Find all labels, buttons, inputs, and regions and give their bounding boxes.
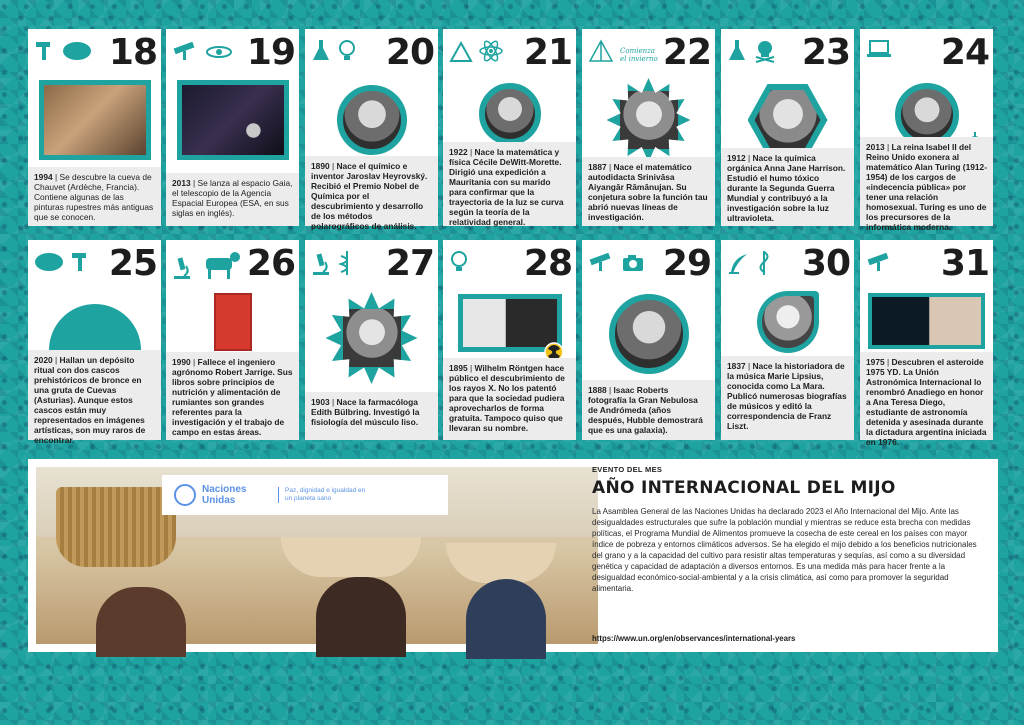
dewitt-morette-portrait	[479, 83, 541, 145]
caduceus-icon	[337, 250, 357, 276]
gaia-telescope-image	[177, 80, 289, 160]
event-year: 1895	[449, 363, 468, 373]
day-card-30	[721, 240, 854, 440]
event-body: La Asamblea General de las Naciones Unidas ha declarado 2023 el Año Internacional del Mijo. Ante las desigualdades estructurales que sufre la población mundial y mientras se reduce esta brecha con medidas políticas, el Programa Mundial de Alimentos promueve la cosecha de este cereal en los países con mayor índice de pobreza y entornos climáticos adversos. Se ha elegido el mijo debido a los beneficios nutricionales del grano y a la capacidad del cultivo para resistir altas temperaturas y sequías, así como a su diversidad genética y capacidad de adaptación a diversos entornos. Es una medida más para hacer frente a la desigualdad económico-social-ambiental y a la crisis climática, así como para promover la seguridad alimentaria.	[592, 507, 977, 593]
event-text: Descubren el asteroide 1975 YD. La Unión Astronómica Internacional lo renombró Anadiego en honor a Ana Teresa Diego, estudiante de astronomía detenida y asesinada durante la dictadura argentina iniciada en 1976.	[866, 357, 987, 447]
day-card-26	[166, 240, 299, 440]
telescope-icon	[588, 250, 616, 272]
day-number: 21	[523, 32, 572, 73]
day-card-24	[860, 29, 993, 232]
day-description: 1990 | Fallece el ingeniero agrónomo Robert Jarrige. Sus libros sobre principios de nutrición y alimentación de rumiantes son grandes referentes para la investigación y el trabajo de campo en estas áreas.	[166, 352, 299, 440]
day-description: 1887 | Nace el matemático autodidacta Srinivāsa Aiyangār Rāmānujan. Su conjetura sobre la función tau abrió nuevas líneas de investigación.	[582, 157, 715, 226]
day-card-21	[443, 29, 576, 226]
skull-icon	[753, 39, 777, 63]
event-text: Nace la farmacóloga Edith Bülbring. Investigó la fisiología del músculo liso.	[311, 397, 420, 427]
heyrovsky-portrait	[337, 85, 407, 155]
day-card-27	[305, 240, 438, 440]
event-text: Nace la química orgánica Anna Jane Harrison. Estudió el humo tóxico durante la Segunda Guerra Mundial y contribuyó a la investigación sobre la luz ultravioleta.	[727, 153, 846, 223]
person-right	[466, 579, 546, 659]
day-number: 22	[662, 32, 711, 73]
event-link[interactable]: https://www.un.org/en/observances/international-years	[592, 634, 796, 643]
event-year: 1903	[311, 397, 330, 407]
event-year: 1912	[727, 153, 746, 163]
microscope-icon	[172, 256, 192, 280]
event-year: 2020	[34, 355, 53, 365]
event-year: 1890	[311, 161, 330, 171]
day-card-25	[28, 240, 161, 445]
event-year: 1994	[34, 172, 53, 182]
day-description: 1975 | Descubren el asteroide 1975 YD. La Unión Astronómica Internacional lo renombró Anadiego en honor a Ana Teresa Diego, estudiante de astronomía detenida y asesinada durante la dictadura argentina iniciada en 1976.	[860, 352, 993, 440]
roberts-portrait	[609, 294, 689, 374]
day-card-29	[582, 240, 715, 440]
day-card-22	[582, 29, 715, 226]
telescope-icon	[866, 250, 894, 272]
flask-icon	[311, 39, 331, 63]
day-number: 27	[385, 243, 434, 284]
atom-icon	[479, 39, 503, 63]
day-description: 1922 | Nace la matemática y física Cécile DeWitt-Morette. Dirigió una expedición a Mauritania con su marido para confirmar que la trayectoria de la luz se curva según la teoría de la relatividad general.	[443, 142, 576, 226]
event-year: 1837	[727, 361, 746, 371]
hammer-icon	[34, 39, 56, 61]
event-text: Hallan un depósito ritual con dos cascos prehistóricos de bronce en una gruta de Cuevas (Asturias). Aunque estos cascos están muy representados en imágenes artísticas, son muy raros de encontrar.	[34, 355, 146, 445]
hammer-icon	[70, 250, 92, 272]
day-number: 19	[246, 32, 295, 73]
un-name: Naciones Unidas	[202, 484, 247, 506]
day-description: 1895 | Wilhelm Röntgen hace público el descubrimiento de los rayos X. No los patentó para que la sociedad pudiera aprovecharlos de forma gratuita. Tampoco quiso que llevaran su nombre.	[443, 358, 576, 440]
event-of-the-month	[28, 459, 998, 652]
day-description: 1890 | Nace el químico e inventor Jaroslav Heyrovský. Recibió el Premio Nobel de Química por el descubrimiento y desarrollo de los métodos polarográficos de análisis.	[305, 156, 438, 226]
flask-icon	[727, 39, 747, 63]
harrison-portrait	[748, 84, 828, 156]
event-text: Nace el químico e inventor Jaroslav Heyrovský. Recibió el Premio Nobel de Química por el descubrimiento y desarrollo de los métodos polarográficos de análisis.	[311, 161, 428, 231]
person-center	[316, 577, 406, 657]
bronze-helmets-image	[49, 304, 141, 350]
day-card-31	[860, 240, 993, 447]
event-year: 1922	[449, 147, 468, 157]
music-icon	[755, 250, 773, 276]
day-description: 2013 | La reina Isabel II del Reino Unido exonera al matemático Alan Turing (1912-1954) de los cargos de «indecencia pública» por tener una relación homosexual. Turing es uno de los precursores de la informática moderna.	[860, 137, 993, 226]
event-title: AÑO INTERNACIONAL DEL MIJO	[592, 478, 896, 498]
event-text: Nace la matemática y física Cécile DeWitt-Morette. Dirigió una expedición a Mauritania con su marido para confirmar que la trayectoria de la luz se curva según la teoría de la relatividad general.	[449, 147, 564, 227]
day-description: 1912 | Nace la química orgánica Anna Jane Harrison. Estudió el humo tóxico durante la Segunda Guerra Mundial y contribuyó a la investigación sobre la luz ultravioleta.	[721, 148, 854, 226]
event-text: Se lanza al espacio Gaia, el telescopio de la Agencia Espacial Europea (ESA, en sus siglas en inglés).	[172, 178, 293, 218]
day-card-20	[305, 29, 438, 231]
brain-icon	[34, 250, 64, 272]
day-number: 28	[523, 243, 572, 284]
camera-icon	[622, 254, 644, 272]
cave-painting-image	[39, 80, 151, 160]
day-number: 25	[108, 243, 157, 284]
day-number: 18	[108, 32, 157, 73]
event-year: 2013	[866, 142, 885, 152]
day-number: 23	[801, 32, 850, 73]
asteroid-and-portrait-image	[868, 293, 985, 349]
event-year: 1888	[588, 385, 607, 395]
event-year: 1990	[172, 357, 191, 367]
event-text: Se descubre la cueva de Chauvet (Ardèche, Francia). Contiene algunas de las pinturas rupestres más antiguas que se conocen.	[34, 172, 154, 222]
event-text-column	[592, 465, 988, 643]
day-description: 1837 | Nace la historiadora de la música Marie Lipsius, conocida como La Mara. Publicó numerosas biografías de músicos y editó la correspondencia de Franz Liszt.	[721, 356, 854, 440]
day-number: 20	[385, 32, 434, 73]
day-description: 2013 | Se lanza al espacio Gaia, el telescopio de la Agencia Espacial Europea (ESA, en sus siglas en inglés).	[166, 173, 299, 226]
lightbulb-icon	[449, 250, 469, 274]
event-year: 1975	[866, 357, 885, 367]
event-text: Fallece el ingeniero agrónomo Robert Jarrige. Sus libros sobre principios de nutrición y alimentación de rumiantes son grandes referentes para la investigación y el trabajo de campo en estas áreas.	[172, 357, 293, 437]
basket-left	[56, 487, 176, 567]
day-number: 31	[940, 243, 989, 284]
event-year: 2013	[172, 178, 191, 188]
event-text: Wilhelm Röntgen hace público el descubrimiento de los rayos X. No los patentó para que la sociedad pudiera aprovecharlos de forma gratuita. Tampoco quiso que llevaran su nombre.	[449, 363, 565, 433]
lightbulb-icon	[337, 39, 357, 63]
basket-center	[281, 537, 421, 577]
person-left	[96, 587, 186, 657]
un-slogan: Paz, dignidad e igualdad en un planeta sano	[278, 487, 368, 503]
goat-icon	[198, 250, 242, 280]
basket-right	[446, 543, 556, 583]
galaxy-icon	[206, 43, 232, 61]
event-text: Nace la historiadora de la música Marie Lipsius, conocida como La Mara. Publicó numerosas biografías de músicos y editó la correspondencia de Franz Liszt.	[727, 361, 847, 431]
day-number: 29	[662, 243, 711, 284]
day-card-28	[443, 240, 576, 440]
day-card-19	[166, 29, 299, 226]
triangle-icon	[449, 41, 473, 63]
un-banner	[162, 475, 448, 515]
day-card-18	[28, 29, 161, 226]
jarrige-book-cover	[214, 293, 252, 351]
millet-harvest-photo	[36, 467, 598, 644]
brain-icon	[62, 39, 92, 61]
pyramid-icon	[588, 39, 614, 63]
day-card-23	[721, 29, 854, 226]
quill-icon	[727, 252, 749, 276]
day-description: 1994 | Se descubre la cueva de Chauvet (Ardèche, Francia). Contiene algunas de las pinturas rupestres más antiguas que se conocen.	[28, 167, 161, 226]
bulbring-portrait	[326, 292, 418, 384]
telescope-icon	[172, 39, 200, 61]
event-year: 1887	[588, 162, 607, 172]
microscope-icon	[311, 252, 331, 276]
lipsius-portrait	[757, 291, 819, 353]
un-emblem-icon	[174, 484, 196, 506]
day-number: 24	[940, 32, 989, 73]
day-description: 2020 | Hallan un depósito ritual con dos cascos prehistóricos de bronce en una gruta de Cuevas (Asturias). Aunque estos cascos están muy representados en imágenes artísticas, son muy raros de encontrar.	[28, 350, 161, 440]
laptop-icon	[866, 39, 892, 59]
day-number: 30	[801, 243, 850, 284]
ramanujan-portrait	[607, 78, 691, 162]
event-text: Nace el matemático autodidacta Srinivāsa Aiyangār Rāmānujan. Su conjetura sobre la función tau abrió nuevas líneas de investigación.	[588, 162, 708, 222]
day-description: 1903 | Nace la farmacóloga Edith Bülbring. Investigó la fisiología del músculo liso.	[305, 392, 438, 440]
season-tag: Comienza el invierno	[620, 47, 658, 63]
day-number: 26	[246, 243, 295, 284]
day-description: 1888 | Isaac Roberts fotografía la Gran Nebulosa de Andrómeda (años después, Hubble demostrará que es una galaxia).	[582, 380, 715, 440]
event-text: La reina Isabel II del Reino Unido exonera al matemático Alan Turing (1912-1954) de los cargos de «indecencia pública» por tener una relación homosexual. Turing es uno de los precursores de la informática moderna.	[866, 142, 987, 232]
event-kicker: EVENTO DEL MES	[592, 465, 663, 474]
card-header	[28, 29, 161, 79]
event-text: Isaac Roberts fotografía la Gran Nebulosa de Andrómeda (años después, Hubble demostrará que es una galaxia).	[588, 385, 703, 435]
